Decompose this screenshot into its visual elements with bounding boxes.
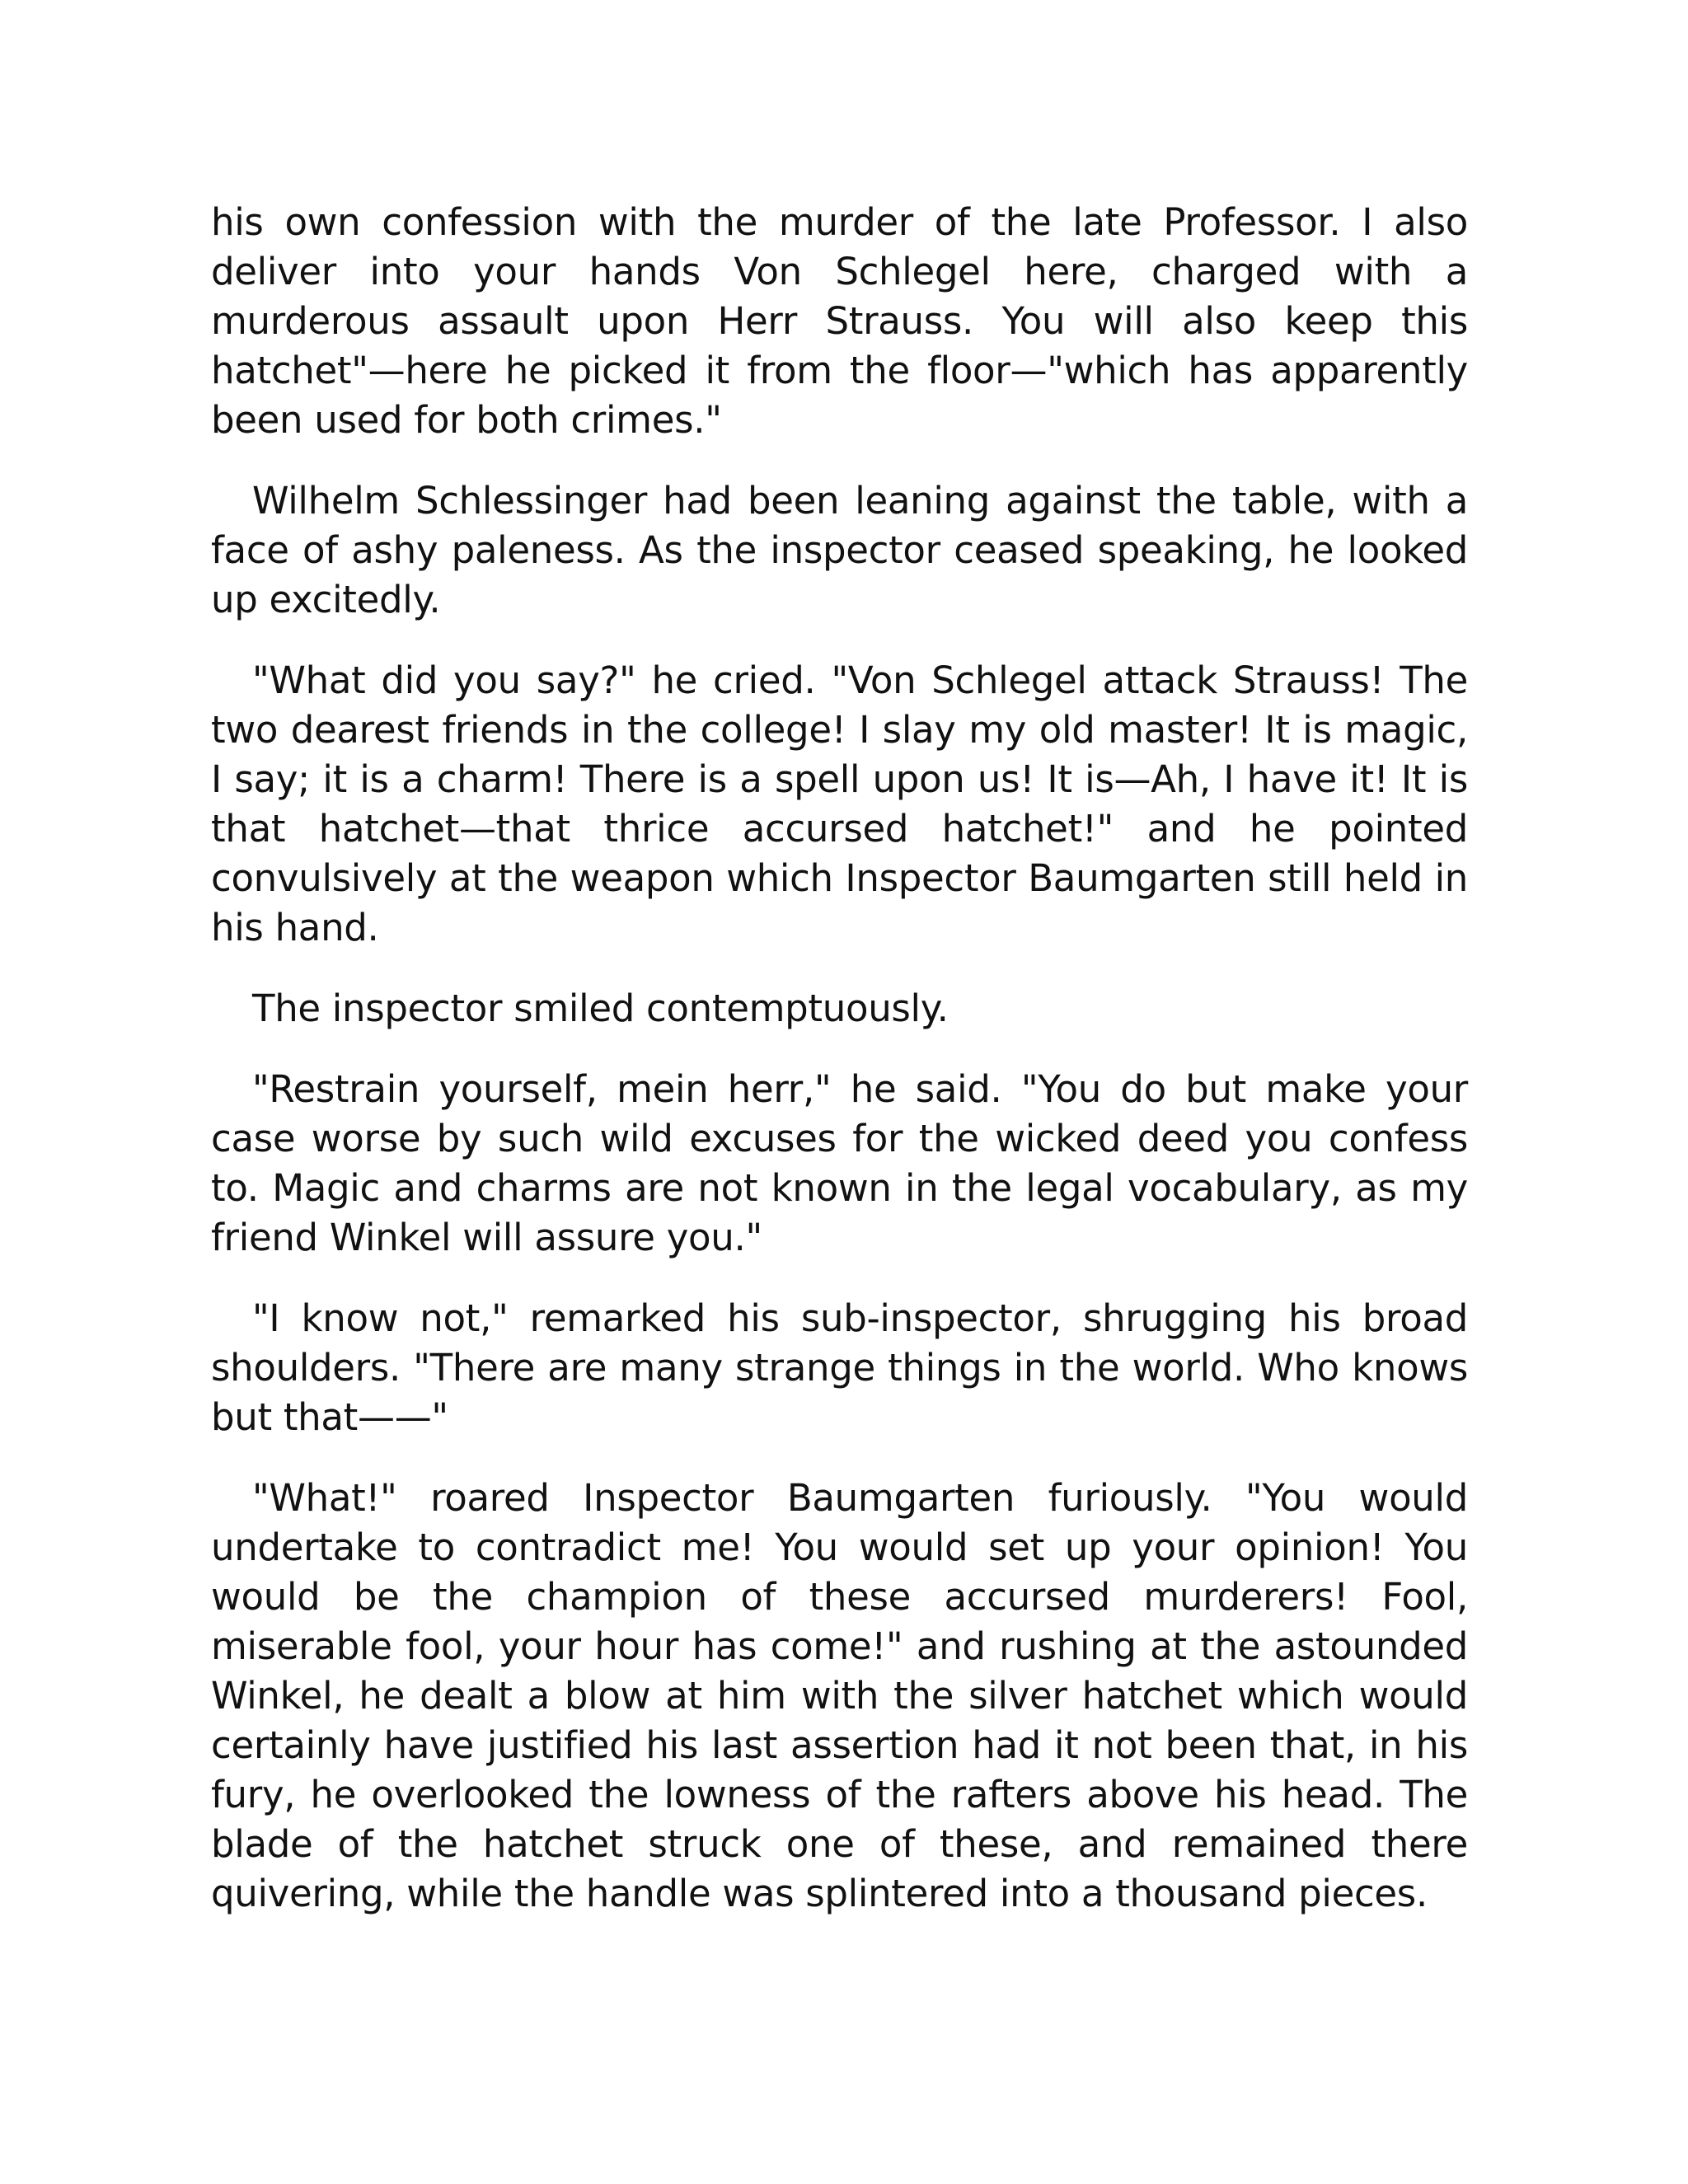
paragraph-3: "What did you say?" he cried. "Von Schlegel attack Strauss! The two dearest friends in the college! I slay my old master! It is magic, I say; it is a charm! There is a spell upon us! It is—Ah, I have it! It is that hatchet—that thrice accursed hatchet!" and he pointed convulsively at the weapon which Inspector Baumgarten still held in his hand.: [211, 658, 1468, 949]
page-body: [211, 198, 1468, 1919]
paragraph-2: Wilhelm Schlessinger had been leaning against the table, with a face of ashy paleness. As the inspector ceased speaking, he looked up excitedly.: [211, 479, 1468, 621]
paragraph-1: his own confession with the murder of the late Professor. I also deliver into your hands Von Schlegel here, charged with a murderous assault upon Herr Strauss. You will also keep this hatchet"—here he picked it from the floor—"which has apparently been used for both crimes.": [211, 200, 1468, 442]
paragraph-5: "Restrain yourself, mein herr," he said. "You do but make your case worse by such wild excuses for the wicked deed you confess to. Magic and charms are not known in the legal vocabulary, as my friend Winkel will assure you.": [211, 1067, 1468, 1259]
paragraph-7: "What!" roared Inspector Baumgarten furiously. "You would undertake to contradict me! You would set up your opinion! You would be the champion of these accursed murderers! Fool, miserable fool, your hour has come!" and rushing at the astounded Winkel, he dealt a blow at him with the silver hatchet which would certainly have justified his last assertion had it not been that, in his fury, he overlooked the lowness of the rafters above his head. The blade of the hatchet struck one of these, and remained there quivering, while the handle was splintered into a thousand pieces.: [211, 1476, 1468, 1915]
paragraph-6: "I know not," remarked his sub-inspector, shrugging his broad shoulders. "There are many strange things in the world. Who knows but that——": [211, 1296, 1468, 1439]
paragraph-4: The inspector smiled contemptuously.: [252, 987, 949, 1030]
